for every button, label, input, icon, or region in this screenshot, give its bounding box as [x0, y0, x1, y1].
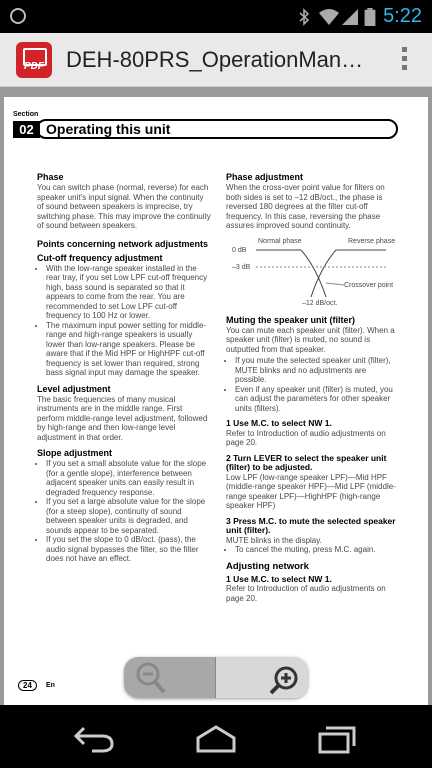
list-item: • If you set a large absolute value for the slope (for a steep slope), continuity of sound between speaker units is degraded, and sounds appear to be separated. — [46, 497, 211, 535]
right-column — [226, 172, 398, 609]
navigation-bar — [0, 706, 432, 768]
diagram-label-0db: 0 dB — [232, 246, 247, 254]
list-item: • If you set a small absolute value for the slope (for a gentle slope), interference between adjacent speaker units can easily result in degraded frequency response. — [46, 459, 211, 497]
signal-icon — [342, 8, 358, 26]
adjusting-network-heading: Adjusting network — [226, 560, 309, 572]
adjust-step-1-ref: Refer to Introduction of audio adjustments on page 20. — [226, 584, 386, 603]
overflow-menu-icon[interactable] — [402, 47, 408, 73]
document-title: DEH-80PRS_OperationMan… — [66, 47, 364, 72]
pdf-page[interactable] — [4, 97, 428, 705]
list-item: • If you set the slope to 0 dB/oct. (pass), the audio signal bypasses the filter, so the filter does not have an effect. — [46, 535, 211, 564]
level-heading: Level adjustment — [37, 383, 111, 394]
mute-text: You can mute each speaker unit (filter). When a speaker unit (filter) is muted, no sound is outputted from that speaker. — [226, 325, 395, 354]
phase-adjustment-text: When the cross-over point value for filters on both sides is set to –12 dB/oct., the phase is reversed 180 degrees at the filter cut-off frequency. In this case, reversing the phase assures improved sound continuity. — [226, 183, 385, 230]
mute-heading: Muting the speaker unit (filter) — [226, 314, 356, 325]
step-1-ref: Refer to Introduction of audio adjustments on page 20. — [226, 428, 386, 447]
zoom-controls — [124, 657, 308, 698]
step-3-text: MUTE blinks in the display. — [226, 535, 322, 545]
diagram-label-normal: Normal phase — [258, 237, 302, 245]
phase-text: You can switch phase (normal, reverse) for each speaker unit's input signal. When the continuity of sound between speakers is imprecise, try switching phase. This may improve the continuity of sound between speakers. — [37, 183, 211, 230]
notification-icon — [10, 8, 26, 24]
crossover-diagram — [226, 237, 406, 307]
pdf-icon-label: PDF — [24, 61, 44, 72]
app-bar — [0, 33, 432, 87]
back-icon[interactable] — [72, 724, 118, 754]
diagram-label-reverse: Reverse phase — [348, 237, 396, 245]
list-item: • To cancel the muting, press M.C. again. — [235, 545, 398, 555]
slope-heading: Slope adjustment — [37, 448, 113, 458]
list-item: • Even if any speaker unit (filter) is muted, you can adjust the parameters for other speaker units (filters). — [235, 385, 398, 414]
zoom-out-icon — [130, 660, 170, 696]
points-heading: Points concerning network adjustments — [37, 238, 209, 249]
cutoff-heading: Cut-off frequency adjustment — [37, 252, 163, 263]
list-item: • If you mute the selected speaker unit (filter), MUTE blinks and no adjustments are possible. — [235, 356, 398, 385]
phase-adjustment-heading: Phase adjustment — [226, 172, 304, 182]
bluetooth-icon — [298, 8, 310, 26]
pdf-app-icon[interactable] — [16, 42, 52, 78]
home-icon[interactable] — [194, 724, 238, 754]
page-number: 24 — [18, 680, 37, 691]
zoom-out-button[interactable] — [124, 657, 215, 698]
section-title: Operating this unit — [46, 121, 171, 137]
diagram-label-crossover: Crossover point — [344, 281, 394, 289]
adjust-step-1: 1 Use M.C. to select NW 1. — [226, 573, 332, 584]
list-item: • With the low-range speaker installed in the rear tray, if you set Low LPF cut-off frequency high, bass sound is separated so that it appears to come from the rear. You are recommended to set Low LPF cut-off frequency to 100 Hz or lower. — [46, 264, 211, 321]
diagram-label-3db: –3 dB — [232, 263, 251, 271]
pdf-viewer[interactable] — [0, 87, 432, 705]
status-bar — [0, 0, 432, 33]
list-item: • The maximum input power setting for middle-range and high-range speakers is usually lower than low-range speakers. Please be aware that if the Mid HPF or HighHPF cut-off frequency is set lower than required, strong bass signal input may damage the speaker. — [46, 321, 211, 378]
left-column — [37, 172, 211, 570]
step-2-text: Low LPF (low-range speaker LPF)—Mid HPF (middle-range speaker HPF)—Mid LPF (middle-range speaker LPF)—HighHPF (high-range speaker HPF) — [226, 472, 396, 510]
battery-icon — [364, 8, 376, 26]
zoom-in-icon — [268, 660, 308, 696]
level-text: The basic frequencies of many musical instruments are in the middle range. First perform middle-range level adjustment, followed by high-range and then low-range level adjustment in that order. — [37, 394, 208, 442]
clock: 5:22 — [383, 5, 422, 27]
language-label: En — [46, 682, 55, 689]
step-3: 3 Press M.C. to mute the selected speaker unit (filter). — [226, 515, 396, 535]
diagram-label-slope: –12 dB/oct. — [302, 299, 338, 307]
wifi-icon — [318, 8, 340, 26]
step-1: 1 Use M.C. to select NW 1. — [226, 418, 332, 428]
section-label: Section — [13, 111, 39, 118]
phase-heading: Phase — [37, 172, 64, 182]
section-number: 02 — [13, 121, 40, 138]
zoom-in-button[interactable] — [216, 657, 308, 698]
step-2: 2 Turn LEVER to select the speaker unit (filter) to be adjusted. — [226, 452, 387, 472]
recent-apps-icon[interactable] — [316, 724, 360, 754]
